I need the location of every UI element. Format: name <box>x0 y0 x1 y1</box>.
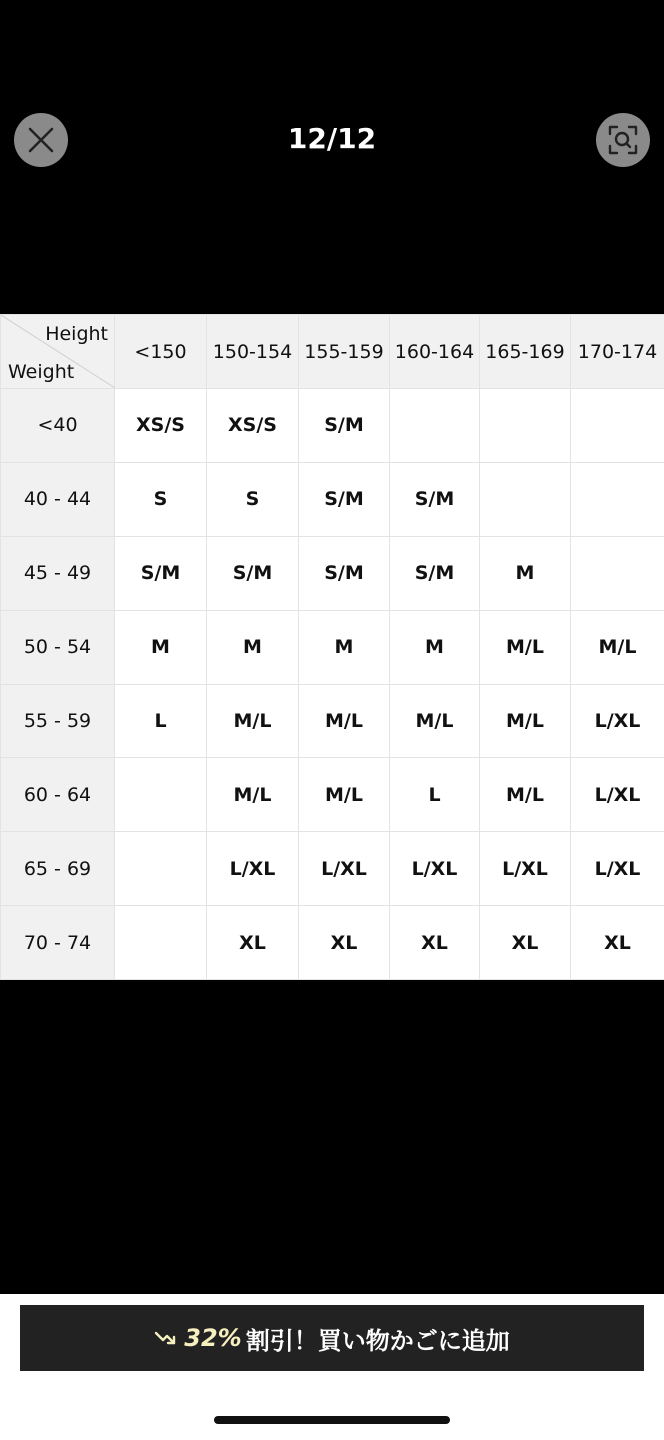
image-viewer-backdrop <box>0 980 664 1294</box>
height-column-header: <150 <box>115 315 207 389</box>
table-row <box>1 684 664 758</box>
size-cell <box>571 462 664 536</box>
size-cell: S/M <box>390 462 480 536</box>
size-cell <box>571 536 664 610</box>
size-cell: S <box>207 462 299 536</box>
size-cell: M/L <box>207 684 299 758</box>
size-cell <box>115 906 207 980</box>
add-to-cart-button[interactable] <box>20 1305 644 1371</box>
size-cell: M/L <box>299 758 390 832</box>
size-cell: L/XL <box>571 758 664 832</box>
height-axis-label: Height <box>45 323 108 345</box>
size-cell: XS/S <box>115 389 207 463</box>
weight-row-header: 50 - 54 <box>1 610 115 684</box>
size-cell: M/L <box>571 610 664 684</box>
table-row <box>1 906 664 980</box>
size-cell: M/L <box>480 684 571 758</box>
size-cell: M <box>115 610 207 684</box>
size-cell: S/M <box>299 389 390 463</box>
size-cell: XL <box>571 906 664 980</box>
size-cell: M/L <box>390 684 480 758</box>
image-search-button[interactable] <box>596 113 650 167</box>
header-row <box>1 315 664 389</box>
weight-row-header: 45 - 49 <box>1 536 115 610</box>
image-counter: 12/12 <box>287 122 377 155</box>
discount-percent: 32% <box>184 1324 242 1352</box>
weight-row-header: 70 - 74 <box>1 906 115 980</box>
weight-axis-label: Weight <box>8 361 75 383</box>
height-column-header: 160-164 <box>390 315 480 389</box>
size-cell: M <box>390 610 480 684</box>
size-cell: XL <box>480 906 571 980</box>
size-cell: L/XL <box>207 832 299 906</box>
size-cell: L/XL <box>571 684 664 758</box>
corner-cell <box>1 315 115 389</box>
table-row <box>1 462 664 536</box>
table-row <box>1 832 664 906</box>
size-cell: S/M <box>299 462 390 536</box>
size-cell: M/L <box>299 684 390 758</box>
size-cell: S/M <box>207 536 299 610</box>
size-cell: M/L <box>480 610 571 684</box>
size-cell: XL <box>207 906 299 980</box>
size-cell: L/XL <box>571 832 664 906</box>
size-cell <box>480 389 571 463</box>
size-cell <box>571 389 664 463</box>
size-cell: XS/S <box>207 389 299 463</box>
table-row <box>1 389 664 463</box>
size-cell <box>115 758 207 832</box>
size-cell: L <box>390 758 480 832</box>
size-cell: S/M <box>299 536 390 610</box>
bottom-action-bar <box>0 1294 664 1440</box>
height-column-header: 150-154 <box>207 315 299 389</box>
size-cell: S/M <box>115 536 207 610</box>
weight-row-header: 55 - 59 <box>1 684 115 758</box>
table-row <box>1 758 664 832</box>
add-to-cart-label: 割引！買い物かごに追加 <box>245 1326 510 1355</box>
home-indicator <box>214 1416 450 1424</box>
table-row <box>1 536 664 610</box>
size-chart-image <box>0 314 664 980</box>
weight-row-header: 40 - 44 <box>1 462 115 536</box>
size-chart-table <box>0 314 664 980</box>
table-row <box>1 610 664 684</box>
size-cell: M <box>480 536 571 610</box>
size-cell <box>480 462 571 536</box>
size-cell: S/M <box>390 536 480 610</box>
size-cell: L <box>115 684 207 758</box>
weight-row-header: 65 - 69 <box>1 832 115 906</box>
size-cell: L/XL <box>480 832 571 906</box>
image-search-icon <box>607 124 639 156</box>
size-cell <box>390 389 480 463</box>
height-column-header: 155-159 <box>299 315 390 389</box>
size-cell: M/L <box>480 758 571 832</box>
weight-row-header: 60 - 64 <box>1 758 115 832</box>
trending-down-icon <box>154 1328 180 1348</box>
size-cell: M <box>207 610 299 684</box>
weight-row-header: <40 <box>1 389 115 463</box>
size-cell <box>115 832 207 906</box>
size-cell: M/L <box>207 758 299 832</box>
size-cell: XL <box>299 906 390 980</box>
size-cell: S <box>115 462 207 536</box>
size-cell: M <box>299 610 390 684</box>
height-column-header: 170-174 <box>571 315 664 389</box>
size-cell: L/XL <box>299 832 390 906</box>
image-viewer-header <box>0 0 664 314</box>
size-cell: L/XL <box>390 832 480 906</box>
height-column-header: 165-169 <box>480 315 571 389</box>
size-cell: XL <box>390 906 480 980</box>
